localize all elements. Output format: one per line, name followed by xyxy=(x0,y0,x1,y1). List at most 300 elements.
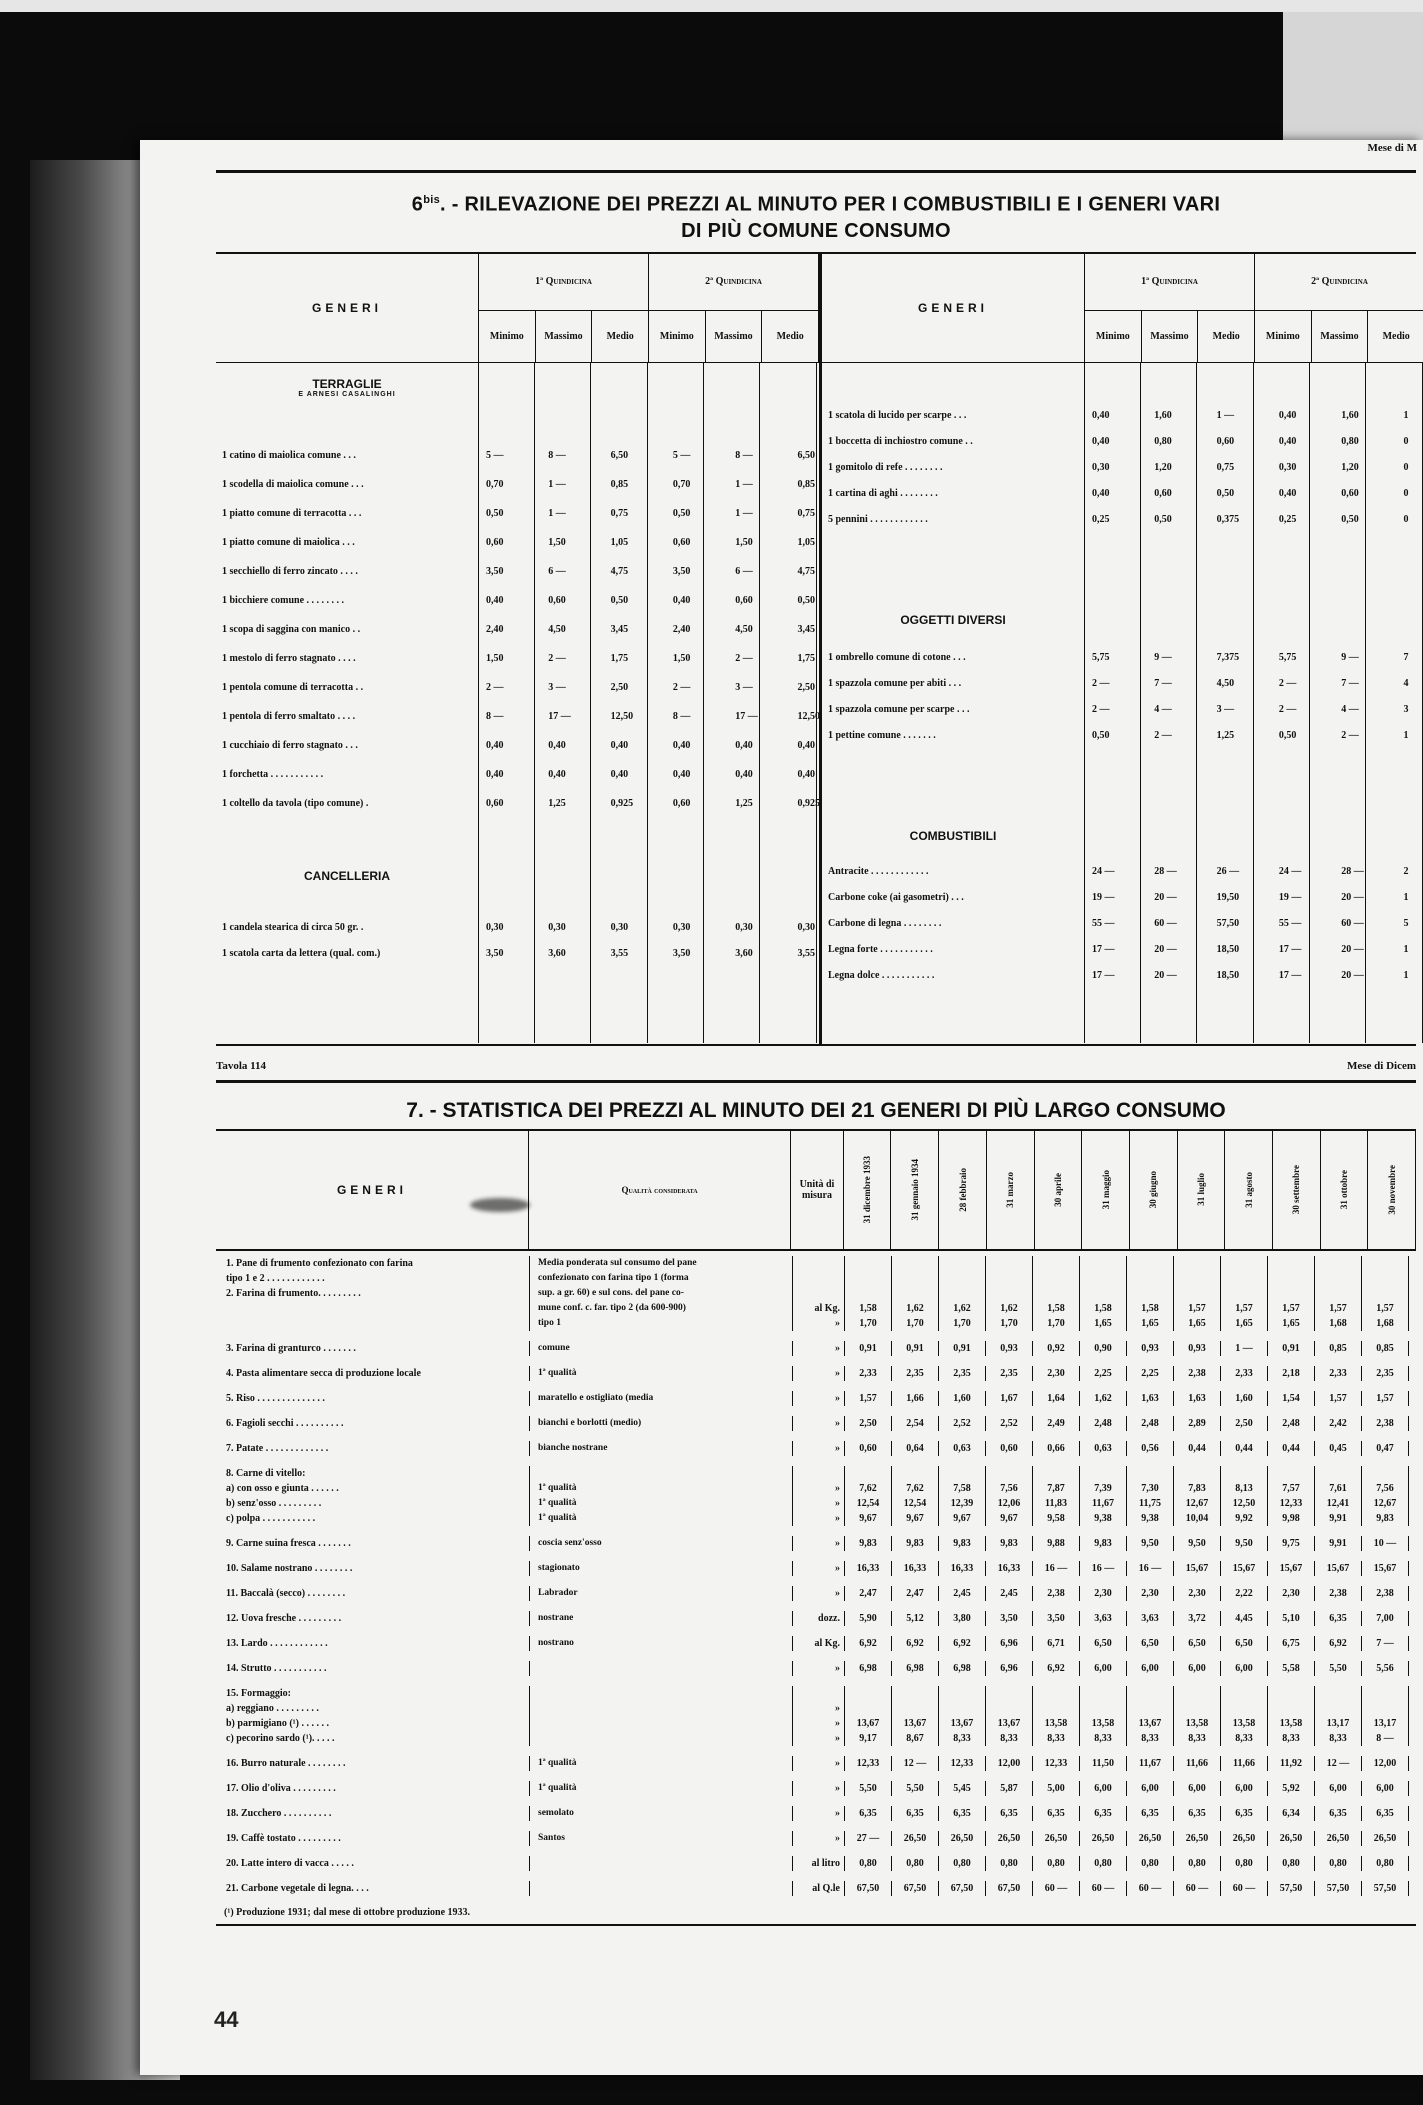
price-cell: 0,64 xyxy=(892,1441,939,1456)
price-cell: 0,60 xyxy=(672,537,691,549)
running-head-mid: Mese di Dicem xyxy=(1346,1059,1416,1072)
item-name: 1 scopa di saggina con manico . . xyxy=(222,624,361,636)
genere-cell: 4. Pasta alimentare secca di produzione locale xyxy=(216,1366,530,1381)
item-name: Legna dolce . . . . . . . . . . . xyxy=(828,970,935,982)
price-cell: 1,05 xyxy=(797,537,815,549)
price-cell: 6,35 xyxy=(986,1806,1033,1821)
genere-cell: 12. Uova fresche . . . . . . . . . xyxy=(216,1611,530,1626)
price-cell: 26,50 xyxy=(939,1831,986,1846)
genere-cell: 6. Fagioli secchi . . . . . . . . . . xyxy=(216,1416,530,1431)
section-heading xyxy=(822,613,1084,627)
section-title: OGGETTI DIVERSI xyxy=(900,612,1006,627)
price-cell: 4,45 xyxy=(1221,1611,1268,1626)
item-name: 1 boccetta di inchiostro comune . . xyxy=(828,436,973,448)
price-cell: 0,40 xyxy=(672,740,691,752)
price-cell: 12,33 xyxy=(939,1756,986,1771)
table-row xyxy=(216,501,854,527)
item-name: 1 gomitolo di refe . . . . . . . . xyxy=(828,462,943,474)
price-cell: 7,375 xyxy=(1216,652,1240,664)
price-cell: 0,25 xyxy=(1278,514,1297,526)
price-cell: 55 — xyxy=(1092,918,1115,930)
table7-footnote: (¹) Produzione 1931; dal mese di ottobre produzione 1933. xyxy=(224,1906,471,1918)
price-cell: 0,91 xyxy=(845,1341,892,1356)
price-cell: 12,50 xyxy=(610,711,634,723)
price-cell: 2 — xyxy=(548,653,566,665)
price-cell: 1,57 1,65 xyxy=(1221,1256,1268,1331)
price-cell: 0,80 xyxy=(1174,1856,1221,1871)
price-cell: 1,20 xyxy=(1154,462,1172,474)
price-cell: 3,63 xyxy=(1080,1611,1127,1626)
table-row xyxy=(216,1776,1416,1801)
price-cell: 5 xyxy=(1403,918,1409,930)
item-name: 1 piatto comune di terracotta . . . xyxy=(222,508,362,520)
price-cell: 2,38 xyxy=(1033,1586,1080,1601)
table-row xyxy=(822,723,1423,749)
price-cell: 0,25 xyxy=(1092,514,1110,526)
price-cell: 60 — xyxy=(1127,1881,1174,1896)
price-cell: 12,00 xyxy=(986,1756,1033,1771)
table-row xyxy=(822,455,1423,481)
item-name: 1 secchiello di ferro zincato . . . . xyxy=(222,566,358,578)
price-cell: 6 — xyxy=(548,566,566,578)
price-cell: 5,92 xyxy=(1268,1781,1315,1796)
price-cell: 13,67 8,33 xyxy=(1127,1686,1174,1746)
price-cell: 0,80 xyxy=(1127,1856,1174,1871)
price-cell: 5,10 xyxy=(1268,1611,1315,1626)
price-cell: 2,40 xyxy=(672,624,691,636)
price-cell: 1 — xyxy=(1221,1341,1268,1356)
table-row xyxy=(216,675,854,701)
date-column-header: 31 luglio xyxy=(1178,1131,1226,1249)
col-generi-header: GENERI xyxy=(822,254,1085,362)
price-cell: 0,30 xyxy=(486,922,504,934)
price-cell: 6,75 xyxy=(1268,1636,1315,1651)
item-name: 1 pettine comune . . . . . . . xyxy=(828,730,936,742)
price-cell: 0,50 xyxy=(486,508,504,520)
price-cell: 0,80 xyxy=(1315,1856,1362,1871)
price-cell: 2,49 xyxy=(1033,1416,1080,1431)
price-cell: 6,35 xyxy=(1080,1806,1127,1821)
price-cell: 0,40 xyxy=(1278,436,1297,448)
price-cell: 0,85 xyxy=(1315,1341,1362,1356)
price-cell: 2 — xyxy=(1341,730,1359,742)
price-cell: 3,50 xyxy=(672,948,691,960)
genere-cell: 18. Zucchero . . . . . . . . . . xyxy=(216,1806,530,1821)
price-cell: 6,50 xyxy=(1080,1636,1127,1651)
price-cell: 1,25 xyxy=(735,798,753,810)
qualita-cell: 1ª qualità 1ª qualità 1ª qualità xyxy=(530,1466,793,1526)
price-cell: 2,33 xyxy=(845,1366,892,1381)
price-cell: 16 — xyxy=(1127,1561,1174,1576)
price-cell: 6,50 xyxy=(1127,1636,1174,1651)
price-cell: 6,35 xyxy=(1033,1806,1080,1821)
table-row xyxy=(216,530,854,556)
table-row xyxy=(216,472,854,498)
unita-cell: dozz. xyxy=(793,1611,845,1626)
qualita-cell: nostrane xyxy=(530,1611,793,1626)
price-cell: 13,58 8,33 xyxy=(1174,1686,1221,1746)
ink-smudge xyxy=(470,1198,530,1212)
table-row xyxy=(216,791,854,817)
price-cell: 27 — xyxy=(845,1831,892,1846)
price-cell: 0,40 xyxy=(486,769,504,781)
date-column-header: 30 novembre xyxy=(1368,1131,1416,1249)
col-unita-header: Unità di misura xyxy=(791,1131,844,1249)
price-cell: 0,40 xyxy=(797,769,815,781)
price-cell: 20 — xyxy=(1341,944,1364,956)
table-row xyxy=(822,859,1423,885)
scan-top-strip xyxy=(0,0,1423,12)
price-cell: 6,00 xyxy=(1127,1781,1174,1796)
price-cell: 0,80 xyxy=(892,1856,939,1871)
price-cell: 7,62 12,54 9,67 xyxy=(892,1466,939,1526)
price-cell: 11,67 xyxy=(1127,1756,1174,1771)
table-row xyxy=(216,1751,1416,1776)
price-cell: 20 — xyxy=(1154,892,1177,904)
price-cell: 3 — xyxy=(548,682,566,694)
price-cell: 0,30 xyxy=(797,922,815,934)
price-cell: 57,50 xyxy=(1216,918,1240,930)
q2-header: 2ª Quindicina Minimo Massimo Medio xyxy=(649,254,819,362)
qualita-cell: bianche nostrane xyxy=(530,1441,793,1456)
price-cell: 0,40 xyxy=(735,769,753,781)
section-subtitle: E ARNESI CASALINGHI xyxy=(298,390,396,398)
table-row xyxy=(216,762,854,788)
price-cell: 1,20 xyxy=(1341,462,1359,474)
col-generi-header: GENERI xyxy=(216,1131,529,1249)
unita-cell: » xyxy=(793,1391,845,1406)
page-number: 44 xyxy=(214,2007,239,2032)
price-cell: 9,50 xyxy=(1127,1536,1174,1551)
price-cell: 3 xyxy=(1403,704,1409,716)
price-cell: 13,17 8,33 xyxy=(1315,1686,1362,1746)
price-cell: 2,38 xyxy=(1174,1366,1221,1381)
price-cell: 0,40 xyxy=(548,740,566,752)
price-cell: 1,63 xyxy=(1127,1391,1174,1406)
price-cell: 1,75 xyxy=(610,653,629,665)
unita-cell: » xyxy=(793,1806,845,1821)
price-cell: 0,85 xyxy=(797,479,815,491)
item-name: 1 pentola di ferro smaltato . . . . xyxy=(222,711,356,723)
price-cell: 1 xyxy=(1403,892,1409,904)
price-cell: 0,925 xyxy=(610,798,634,810)
price-cell: 0,40 xyxy=(672,769,691,781)
item-name: 1 scatola carta da lettera (qual. com.) xyxy=(222,948,381,960)
price-cell: 2,35 xyxy=(892,1366,939,1381)
price-cell: 0,44 xyxy=(1221,1441,1268,1456)
price-cell: 1 — xyxy=(735,479,753,491)
price-cell: 2,33 xyxy=(1315,1366,1362,1381)
price-cell: 0,50 xyxy=(1092,730,1110,742)
price-cell: 0,60 xyxy=(1216,436,1235,448)
price-cell: 1,54 xyxy=(1268,1391,1315,1406)
price-cell: 7,87 11,83 9,58 xyxy=(1033,1466,1080,1526)
price-cell: 2 — xyxy=(672,682,691,694)
price-cell: 6,98 xyxy=(892,1661,939,1676)
table-row xyxy=(216,941,854,967)
price-cell: 7,56 12,67 9,83 xyxy=(1362,1466,1409,1526)
price-cell: 0,60 xyxy=(845,1441,892,1456)
price-cell: 7,62 12,54 9,67 xyxy=(845,1466,892,1526)
unita-cell: » xyxy=(793,1831,845,1846)
item-name: 1 mestolo di ferro stagnato . . . . xyxy=(222,653,356,665)
price-cell: 19 — xyxy=(1278,892,1302,904)
price-cell: 1,50 xyxy=(548,537,566,549)
price-cell: 0,75 xyxy=(1216,462,1235,474)
price-cell: 2,54 xyxy=(892,1416,939,1431)
price-cell: 15,67 xyxy=(1221,1561,1268,1576)
price-cell: 6,35 xyxy=(1315,1806,1362,1821)
table6 xyxy=(216,252,1416,1046)
table7-title: 7. - STATISTICA DEI PREZZI AL MINUTO DEI 21 GENERI DI PIÙ LARGO CONSUMO xyxy=(406,1098,1226,1122)
price-cell: 15,67 xyxy=(1315,1561,1362,1576)
price-cell: 5 — xyxy=(486,450,504,462)
unita-cell: » xyxy=(793,1366,845,1381)
page-content xyxy=(216,156,1416,1926)
table-row xyxy=(216,1461,1416,1531)
qualita-cell: semolato xyxy=(530,1806,793,1821)
price-cell: 2,35 xyxy=(939,1366,986,1381)
section-title: CANCELLERIA xyxy=(304,868,390,883)
item-name: 1 ombrello comune di cotone . . . xyxy=(828,652,966,664)
item-name: 1 scatola di lucido per scarpe . . . xyxy=(828,410,967,422)
price-cell: 0,30 xyxy=(672,922,691,934)
price-cell: 9,83 xyxy=(986,1536,1033,1551)
price-cell: 20 — xyxy=(1154,970,1177,982)
price-cell: 6,98 xyxy=(845,1661,892,1676)
date-column-header: 30 giugno xyxy=(1130,1131,1178,1249)
table-row xyxy=(822,429,1423,455)
price-cell: 12,33 xyxy=(845,1756,892,1771)
item-name: 1 coltello da tavola (tipo comune) . xyxy=(222,798,369,810)
price-cell: 2,38 xyxy=(1362,1416,1409,1431)
price-cell: 0,60 xyxy=(1341,488,1359,500)
qualita-cell: Labrador xyxy=(530,1586,793,1601)
price-cell: 7,61 12,41 9,91 xyxy=(1315,1466,1362,1526)
price-cell: 2,50 xyxy=(845,1416,892,1431)
table-row xyxy=(216,559,854,585)
price-cell: 0,50 xyxy=(1278,730,1297,742)
price-cell: 6,92 xyxy=(845,1636,892,1651)
price-cell: 17 — xyxy=(548,711,571,723)
price-cell: 0,45 xyxy=(1315,1441,1362,1456)
unita-cell: al Q.le xyxy=(793,1881,845,1896)
price-cell: 3,60 xyxy=(735,948,753,960)
price-cell: 0,80 xyxy=(845,1856,892,1871)
price-cell: 1,58 1,70 xyxy=(1033,1256,1080,1331)
price-cell: 0,80 xyxy=(1341,436,1359,448)
price-cell: 7 — xyxy=(1362,1636,1409,1651)
price-cell: 1,66 xyxy=(892,1391,939,1406)
item-name: 1 spazzola comune per abiti . . . xyxy=(828,678,962,690)
price-cell: 2,30 xyxy=(1033,1366,1080,1381)
price-cell: 3,63 xyxy=(1127,1611,1174,1626)
price-cell: 0,40 xyxy=(610,740,629,752)
price-cell: 5,58 xyxy=(1268,1661,1315,1676)
genere-cell: 13. Lardo . . . . . . . . . . . . xyxy=(216,1636,530,1651)
date-column-header: 31 gennaio 1934 xyxy=(891,1131,939,1249)
genere-cell: 17. Olio d'oliva . . . . . . . . . xyxy=(216,1781,530,1796)
price-cell: 5,75 xyxy=(1278,652,1297,664)
price-cell: 28 — xyxy=(1341,866,1364,878)
price-cell: 17 — xyxy=(1278,944,1302,956)
price-cell: 3,45 xyxy=(797,624,815,636)
price-cell: 1,60 xyxy=(1341,410,1359,422)
qualita-cell xyxy=(530,1856,793,1871)
price-cell: 6 — xyxy=(735,566,753,578)
price-cell: 0,40 xyxy=(610,769,629,781)
price-cell: 6,35 xyxy=(1315,1611,1362,1626)
item-name: 1 scodella di maiolica comune . . . xyxy=(222,479,364,491)
genere-cell: 1. Pane di frumento confezionato con farina tipo 1 e 2 . . . . . . . . . . . . 2. Farina di frumento. . . . . . . . . xyxy=(216,1256,530,1331)
price-cell: 4 — xyxy=(1154,704,1172,716)
section-heading xyxy=(822,829,1084,843)
price-cell: 6,00 xyxy=(1221,1661,1268,1676)
table6-left-body xyxy=(216,363,819,1043)
price-cell: 1,60 xyxy=(1221,1391,1268,1406)
price-cell: 12,00 xyxy=(1362,1756,1409,1771)
price-cell: 17 — xyxy=(1092,944,1115,956)
price-cell: 9,50 xyxy=(1174,1536,1221,1551)
price-cell: 6,35 xyxy=(892,1806,939,1821)
item-name: 1 cucchiaio di ferro stagnato . . . xyxy=(222,740,358,752)
price-cell: 2,48 xyxy=(1268,1416,1315,1431)
price-cell: 4,75 xyxy=(797,566,815,578)
price-cell: 7,57 12,33 9,98 xyxy=(1268,1466,1315,1526)
table-row xyxy=(216,733,854,759)
price-cell: 0,80 xyxy=(986,1856,1033,1871)
price-cell: 2 — xyxy=(486,682,504,694)
price-cell: 0,40 xyxy=(486,595,504,607)
table-row xyxy=(822,671,1423,697)
price-cell: 67,50 xyxy=(892,1881,939,1896)
section-title: TERRAGLIE xyxy=(312,376,382,391)
section-heading xyxy=(216,869,478,883)
price-cell: 6,50 xyxy=(1174,1636,1221,1651)
table-row xyxy=(822,885,1423,911)
price-cell: 9,50 xyxy=(1221,1536,1268,1551)
q1-header: 1ª Quindicina Minimo Massimo Medio xyxy=(1085,254,1255,362)
price-cell: 60 — xyxy=(1033,1881,1080,1896)
unita-cell: » xyxy=(793,1756,845,1771)
price-cell: 2,18 xyxy=(1268,1366,1315,1381)
price-cell: 5,87 xyxy=(986,1781,1033,1796)
price-cell: 60 — xyxy=(1341,918,1364,930)
table-row xyxy=(216,1876,1416,1901)
price-cell: 6,92 xyxy=(892,1636,939,1651)
price-cell: 0,80 xyxy=(1221,1856,1268,1871)
unita-cell: » xyxy=(793,1416,845,1431)
price-cell: 3,80 xyxy=(939,1611,986,1626)
price-cell: 60 — xyxy=(1221,1881,1268,1896)
price-cell: 13,67 9,17 xyxy=(845,1686,892,1746)
table6-right-body xyxy=(822,363,1423,1043)
genere-cell: 9. Carne suina fresca . . . . . . . xyxy=(216,1536,530,1551)
price-cell: 15,67 xyxy=(1268,1561,1315,1576)
price-cell: 0,50 xyxy=(797,595,815,607)
price-cell: 9,83 xyxy=(892,1536,939,1551)
price-cell: 60 — xyxy=(1154,918,1177,930)
price-cell: 26,50 xyxy=(892,1831,939,1846)
price-cell: 2,38 xyxy=(1362,1586,1409,1601)
price-cell: 18,50 xyxy=(1216,944,1240,956)
price-cell: 0,50 xyxy=(672,508,691,520)
price-cell: 13,67 8,33 xyxy=(986,1686,1033,1746)
qualita-cell: coscia senz'osso xyxy=(530,1536,793,1551)
table6-left-half xyxy=(216,254,822,1044)
price-cell: 0,60 xyxy=(486,798,504,810)
price-cell: 2 — xyxy=(1092,678,1110,690)
table-row xyxy=(216,1251,1416,1336)
price-cell: 0,50 xyxy=(610,595,629,607)
qualita-cell: maratello e ostigliato (media xyxy=(530,1391,793,1406)
price-cell: 2,89 xyxy=(1174,1416,1221,1431)
date-column-header: 30 aprile xyxy=(1035,1131,1083,1249)
price-cell: 1 xyxy=(1403,730,1409,742)
price-cell: 2,30 xyxy=(1268,1586,1315,1601)
table-row xyxy=(216,1801,1416,1826)
genere-cell: 20. Latte intero di vacca . . . . . xyxy=(216,1856,530,1871)
price-cell: 6,35 xyxy=(1221,1806,1268,1821)
price-cell: 0,70 xyxy=(486,479,504,491)
price-cell: 0,93 xyxy=(986,1341,1033,1356)
price-cell: 2 — xyxy=(1092,704,1110,716)
price-cell: 6,00 xyxy=(1174,1661,1221,1676)
table-row xyxy=(822,937,1423,963)
price-cell: 8 — xyxy=(548,450,566,462)
price-cell: 26,50 xyxy=(1174,1831,1221,1846)
price-cell: 16,33 xyxy=(986,1561,1033,1576)
price-cell: 6,50 xyxy=(797,450,815,462)
price-cell: 0,50 xyxy=(1341,514,1359,526)
price-cell: 0,91 xyxy=(939,1341,986,1356)
table6-left-header xyxy=(216,254,819,363)
price-cell: 7 xyxy=(1403,652,1409,664)
price-cell: 0,60 xyxy=(735,595,753,607)
price-cell: 20 — xyxy=(1341,970,1364,982)
price-cell: 0,63 xyxy=(1080,1441,1127,1456)
price-cell: 1,50 xyxy=(735,537,753,549)
price-cell: 6,00 xyxy=(1127,1661,1174,1676)
price-cell: 2,50 xyxy=(797,682,815,694)
price-cell: 4,50 xyxy=(1216,678,1235,690)
table-row xyxy=(822,481,1423,507)
price-cell: 0,60 xyxy=(986,1441,1033,1456)
price-cell: 1,62 1,70 xyxy=(892,1256,939,1331)
table-row xyxy=(216,1851,1416,1876)
price-cell: 6,96 xyxy=(986,1661,1033,1676)
qualita-cell: Media ponderata sul consumo del pane confezionato con farina tipo 1 (forma sup. a gr. 60) e sul cons. del pane co- mune conf. c. far. tipo 2 (da 600-900) tipo 1 xyxy=(530,1256,793,1331)
price-cell: 4,50 xyxy=(548,624,566,636)
price-cell: 28 — xyxy=(1154,866,1177,878)
item-name: Antracite . . . . . . . . . . . . xyxy=(828,866,929,878)
price-cell: 12,50 xyxy=(797,711,820,723)
price-cell: 1,57 1,65 xyxy=(1268,1256,1315,1331)
table-row xyxy=(216,1361,1416,1386)
price-cell: 67,50 xyxy=(939,1881,986,1896)
table-row xyxy=(216,1411,1416,1436)
unita-cell: al litro xyxy=(793,1856,845,1871)
price-cell: 2 xyxy=(1403,866,1409,878)
genere-cell: 5. Riso . . . . . . . . . . . . . . xyxy=(216,1391,530,1406)
item-name: 1 piatto comune di maiolica . . . xyxy=(222,537,355,549)
genere-cell: 7. Patate . . . . . . . . . . . . . xyxy=(216,1441,530,1456)
price-cell: 2,25 xyxy=(1127,1366,1174,1381)
price-cell: 1 xyxy=(1403,970,1409,982)
price-cell: 0,50 xyxy=(1154,514,1172,526)
price-cell: 1,60 xyxy=(939,1391,986,1406)
unita-cell: » xyxy=(793,1586,845,1601)
